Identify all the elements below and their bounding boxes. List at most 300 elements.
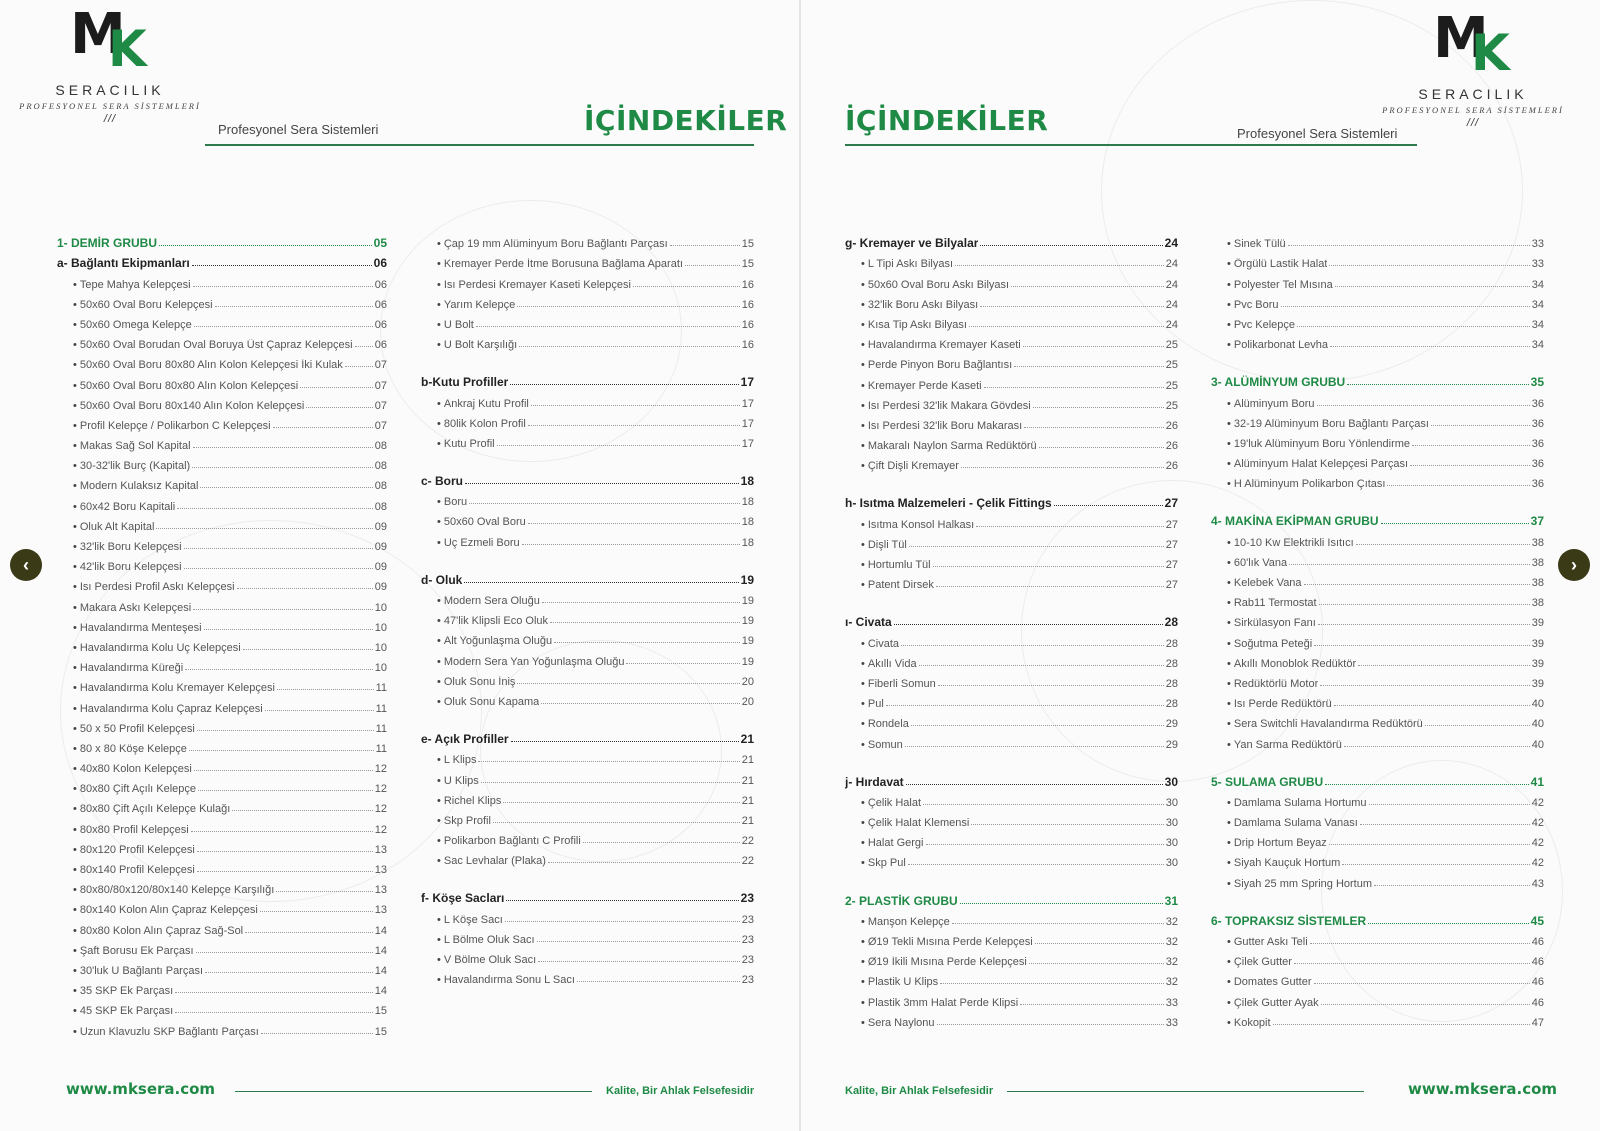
toc-entry-title: • Isıtma Konsol Halkası — [845, 519, 974, 531]
toc-entry[interactable] — [421, 270, 754, 290]
toc-entry[interactable] — [421, 966, 754, 986]
toc-entry[interactable] — [421, 647, 754, 667]
toc-entry[interactable] — [845, 250, 1178, 270]
toc-entry-title: e- Açık Profiller — [421, 732, 509, 747]
toc-page-number: 16 — [741, 298, 754, 311]
toc-entry[interactable] — [57, 715, 387, 735]
toc-entry[interactable] — [1211, 230, 1544, 250]
toc-page-number: 27 — [1165, 559, 1178, 571]
toc-entry[interactable] — [421, 668, 754, 688]
toc-entry[interactable] — [57, 836, 387, 856]
toc-entry[interactable] — [1211, 311, 1544, 331]
toc-entry[interactable] — [421, 250, 754, 270]
toc-entry[interactable] — [57, 452, 387, 472]
toc-entry[interactable] — [57, 674, 387, 694]
dot-leader — [469, 503, 740, 504]
toc-entry[interactable] — [845, 351, 1178, 371]
toc-entry[interactable] — [57, 916, 387, 936]
toc-page-number: 18 — [741, 536, 754, 549]
toc-entry[interactable] — [57, 957, 387, 977]
toc-entry[interactable] — [57, 815, 387, 835]
toc-entry[interactable] — [421, 528, 754, 548]
toc-entry-title: • Çap 19 mm Alüminyum Boru Bağlantı Parçası — [421, 238, 668, 250]
toc-page-number: 37 — [1530, 514, 1544, 529]
toc-entry[interactable] — [1211, 730, 1544, 750]
toc-page-number: 21 — [741, 754, 754, 767]
toc-entry[interactable] — [1211, 849, 1544, 869]
toc-page-number: 11 — [375, 722, 387, 735]
toc-entry[interactable] — [845, 311, 1178, 331]
toc-page-number: 30 — [1165, 817, 1178, 830]
toc-entry[interactable] — [845, 392, 1178, 412]
toc-entry[interactable] — [57, 392, 387, 412]
toc-entry[interactable] — [845, 948, 1178, 968]
dot-leader — [1318, 624, 1530, 625]
dot-leader — [1356, 544, 1530, 545]
website-link[interactable]: www.mksera.com — [1408, 1080, 1558, 1098]
toc-entry[interactable] — [845, 291, 1178, 311]
toc-entry[interactable] — [57, 654, 387, 674]
toc-entry[interactable] — [845, 650, 1178, 670]
toc-page-number: 17 — [740, 375, 754, 390]
toc-entry[interactable] — [845, 670, 1178, 690]
toc-page-number: 28 — [1164, 615, 1178, 630]
toc-entry[interactable] — [1211, 430, 1544, 450]
page-title: İÇİNDEKİLER — [845, 104, 1049, 137]
toc-column-2 — [421, 230, 754, 986]
toc-entry[interactable] — [1211, 250, 1544, 270]
toc-entry[interactable] — [57, 937, 387, 957]
dot-leader — [159, 245, 372, 246]
dot-leader — [1297, 326, 1530, 327]
dot-leader — [1314, 645, 1530, 646]
dot-leader — [960, 903, 1163, 904]
toc-entry-title: • Domates Gutter — [1211, 976, 1312, 988]
toc-entry[interactable] — [421, 827, 754, 847]
toc-entry-title: • Pvc Kelepçe — [1211, 319, 1295, 331]
toc-entry[interactable] — [421, 905, 754, 925]
toc-entry[interactable] — [421, 331, 754, 351]
toc-page-number: 46 — [1531, 936, 1544, 948]
toc-entry[interactable] — [421, 508, 754, 528]
toc-entry[interactable] — [421, 607, 754, 627]
toc-page-number: 17 — [741, 417, 754, 430]
toc-entry[interactable] — [421, 430, 754, 450]
toc-entry[interactable] — [1211, 470, 1544, 490]
toc-entry[interactable] — [845, 412, 1178, 432]
toc-entry[interactable] — [57, 876, 387, 896]
dot-leader — [1035, 943, 1164, 944]
dot-leader — [548, 862, 740, 863]
toc-entry-title: • Polikarbonat Levha — [1211, 339, 1328, 351]
dot-leader — [670, 245, 740, 246]
toc-entry[interactable] — [1211, 569, 1544, 589]
dot-leader — [1029, 963, 1164, 964]
toc-entry[interactable] — [421, 688, 754, 708]
toc-entry-title: • Profil Kelepçe / Polikarbon C Kelepçesi — [57, 420, 271, 432]
toc-entry-title: • Fiberli Somun — [845, 678, 936, 690]
toc-entry[interactable] — [421, 291, 754, 311]
toc-entry-title: d- Oluk — [421, 572, 463, 587]
toc-entry[interactable] — [1211, 710, 1544, 730]
toc-entry[interactable] — [57, 331, 387, 351]
toc-entry-title: • Sac Levhalar (Plaka) — [421, 855, 546, 867]
toc-page-number: 15 — [374, 1025, 387, 1038]
dot-leader — [464, 582, 738, 583]
dot-leader — [185, 669, 373, 670]
toc-section-heading[interactable] — [421, 726, 754, 746]
toc-entry-title: • Oluk Sonu İniş — [421, 676, 515, 688]
dot-leader — [1329, 265, 1529, 266]
toc-page-number: 17 — [741, 397, 754, 410]
toc-entry[interactable] — [1211, 809, 1544, 829]
toc-entry-title: • Kokopit — [1211, 1017, 1271, 1029]
dot-leader — [1011, 286, 1164, 287]
toc-entry[interactable] — [421, 587, 754, 607]
toc-entry[interactable] — [1211, 589, 1544, 609]
toc-entry[interactable] — [421, 926, 754, 946]
dot-leader — [980, 306, 1164, 307]
toc-entry[interactable] — [845, 829, 1178, 849]
toc-page-number: 19 — [740, 572, 754, 587]
toc-entry[interactable] — [421, 787, 754, 807]
dot-leader — [528, 523, 740, 524]
dot-leader — [1273, 1024, 1530, 1025]
toc-entry[interactable] — [1211, 1009, 1544, 1029]
toc-entry[interactable] — [1211, 869, 1544, 889]
toc-entry[interactable] — [57, 472, 387, 492]
chevron-left-icon: ‹ — [23, 554, 29, 575]
toc-entry[interactable] — [57, 755, 387, 775]
toc-entry-title: • Yarım Kelepçe — [421, 299, 515, 311]
dot-leader — [184, 548, 373, 549]
section-gap — [1211, 490, 1544, 508]
toc-group-heading[interactable] — [57, 230, 387, 250]
toc-section-heading[interactable] — [57, 250, 387, 270]
toc-entry-title: • Sirkülasyon Fanı — [1211, 617, 1316, 629]
dot-leader — [300, 387, 373, 388]
toc-entry-title: • Tepe Mahya Kelepçesi — [57, 279, 191, 291]
toc-section-heading[interactable] — [845, 490, 1178, 510]
toc-page-number: 10 — [374, 662, 387, 675]
dot-leader — [1334, 705, 1530, 706]
toc-entry[interactable] — [57, 492, 387, 512]
toc-group-heading[interactable] — [1211, 769, 1544, 789]
toc-entry-title: • Perde Pinyon Boru Bağlantısı — [845, 359, 1012, 371]
toc-entry[interactable] — [845, 452, 1178, 472]
toc-entry[interactable] — [845, 531, 1178, 551]
toc-entry[interactable] — [845, 928, 1178, 948]
section-gap — [845, 591, 1178, 609]
toc-entry[interactable] — [1211, 988, 1544, 1008]
toc-column-4 — [1211, 230, 1544, 1029]
toc-entry[interactable] — [1211, 629, 1544, 649]
toc-entry[interactable] — [845, 968, 1178, 988]
dot-leader — [901, 645, 1164, 646]
toc-entry[interactable] — [845, 432, 1178, 452]
toc-page-number: 12 — [374, 783, 387, 796]
dot-leader — [1410, 465, 1530, 466]
toc-page-number: 38 — [1531, 536, 1544, 549]
section-gap — [421, 351, 754, 369]
toc-entry[interactable] — [1211, 690, 1544, 710]
dot-leader — [1320, 685, 1530, 686]
next-page-button[interactable] — [1558, 549, 1590, 581]
dot-leader — [936, 586, 1164, 587]
toc-entry[interactable] — [57, 291, 387, 311]
toc-page-number: 05 — [373, 236, 387, 251]
toc-entry[interactable] — [845, 789, 1178, 809]
toc-section-heading[interactable] — [421, 567, 754, 587]
toc-entry[interactable] — [57, 775, 387, 795]
toc-entry[interactable] — [57, 997, 387, 1017]
toc-entry[interactable] — [845, 571, 1178, 591]
toc-entry[interactable] — [421, 807, 754, 827]
dot-leader — [633, 286, 740, 287]
dot-leader — [177, 508, 372, 509]
toc-entry[interactable] — [1211, 948, 1544, 968]
dot-leader — [1304, 584, 1530, 585]
dot-leader — [237, 588, 373, 589]
toc-entry-title: • Plastik 3mm Halat Perde Klipsi — [845, 997, 1018, 1009]
toc-entry[interactable] — [57, 553, 387, 573]
toc-entry-title: • 50x60 Oval Boru 80x80 Alın Kolon Kelepçesi İki Kulak — [57, 359, 343, 371]
toc-entry[interactable] — [421, 389, 754, 409]
dot-leader — [273, 427, 373, 428]
toc-group-heading[interactable] — [1211, 369, 1544, 389]
toc-page-number: 27 — [1165, 518, 1178, 531]
toc-entry[interactable] — [1211, 928, 1544, 948]
toc-entry[interactable] — [845, 988, 1178, 1008]
dot-leader — [1289, 564, 1530, 565]
toc-entry[interactable] — [845, 331, 1178, 351]
toc-section-heading[interactable] — [845, 769, 1178, 789]
toc-group-heading[interactable] — [845, 887, 1178, 907]
toc-entry[interactable] — [57, 351, 387, 371]
toc-entry[interactable] — [57, 573, 387, 593]
toc-entry-title: • Çelik Halat Klemensi — [845, 817, 969, 829]
toc-entry[interactable] — [421, 311, 754, 331]
previous-page-button[interactable] — [10, 549, 42, 581]
toc-page-number: 21 — [741, 814, 754, 827]
toc-entry[interactable] — [845, 849, 1178, 869]
section-gap — [1211, 751, 1544, 769]
toc-page-number: 17 — [741, 437, 754, 450]
toc-entry[interactable] — [1211, 609, 1544, 629]
page-subtitle: Profesyonel Sera Sistemleri — [1237, 126, 1398, 141]
toc-entry[interactable] — [1211, 270, 1544, 290]
toc-entry[interactable] — [1211, 670, 1544, 690]
toc-entry[interactable] — [845, 908, 1178, 928]
dot-leader — [937, 1024, 1164, 1025]
toc-entry[interactable] — [421, 766, 754, 786]
toc-page-number: 29 — [1165, 718, 1178, 731]
toc-entry[interactable] — [1211, 650, 1544, 670]
toc-section-heading[interactable] — [421, 369, 754, 389]
toc-entry[interactable] — [421, 746, 754, 766]
toc-entry[interactable] — [421, 488, 754, 508]
toc-entry-title: • L Bölme Oluk Sacı — [421, 934, 535, 946]
dot-leader — [1344, 746, 1530, 747]
toc-entry-title: • 50x60 Oval Borudan Oval Boruya Üst Çapraz Kelepçesi — [57, 339, 353, 351]
toc-section-heading[interactable] — [845, 609, 1178, 629]
toc-page-number: 30 — [1165, 837, 1178, 850]
dot-leader — [198, 790, 373, 791]
dot-leader — [1387, 485, 1529, 486]
dot-leader — [971, 824, 1163, 825]
toc-entry[interactable] — [845, 510, 1178, 530]
toc-entry[interactable] — [1211, 549, 1544, 569]
toc-entry[interactable] — [57, 432, 387, 452]
dot-leader — [1368, 923, 1529, 924]
toc-entry[interactable] — [421, 946, 754, 966]
toc-entry-title: 2- PLASTİK GRUBU — [845, 893, 958, 908]
toc-entry[interactable] — [57, 634, 387, 654]
toc-section-heading[interactable] — [845, 230, 1178, 250]
toc-entry[interactable] — [1211, 331, 1544, 351]
toc-page-number: 36 — [1531, 437, 1544, 450]
footer-rule — [1007, 1091, 1364, 1092]
toc-group-heading[interactable] — [1211, 908, 1544, 928]
dot-leader — [260, 911, 373, 912]
toc-page-number: 09 — [374, 561, 387, 574]
toc-page-number: 12 — [374, 823, 387, 836]
toc-entry[interactable] — [421, 627, 754, 647]
toc-entry-title: h- Isıtma Malzemeleri - Çelik Fittings — [845, 496, 1052, 511]
toc-page-number: 11 — [375, 742, 387, 755]
toc-entry-title: • V Bölme Oluk Sacı — [421, 954, 536, 966]
toc-page-number: 39 — [1531, 657, 1544, 670]
toc-page-number: 09 — [374, 581, 387, 594]
toc-page-number: 33 — [1531, 238, 1544, 251]
toc-entry-title: • Akıllı Monoblok Redüktör — [1211, 658, 1356, 670]
toc-entry[interactable] — [1211, 450, 1544, 470]
toc-entry-title: • Siyah Kauçuk Hortum — [1211, 857, 1340, 869]
toc-page-number: 42 — [1531, 796, 1544, 809]
toc-page-number: 26 — [1165, 460, 1178, 473]
toc-entry[interactable] — [57, 311, 387, 331]
toc-entry[interactable] — [57, 735, 387, 755]
logo-mark: M K — [70, 2, 147, 78]
dot-leader — [204, 629, 373, 630]
toc-page-number: 20 — [741, 695, 754, 708]
toc-entry-title: • Sinek Tülü — [1211, 238, 1286, 250]
toc-page-number: 09 — [374, 520, 387, 533]
toc-group-heading[interactable] — [1211, 508, 1544, 528]
toc-page-number: 11 — [375, 682, 387, 695]
website-link[interactable]: www.mksera.com — [66, 1080, 216, 1098]
toc-entry[interactable] — [1211, 528, 1544, 548]
toc-page-number: 31 — [1164, 893, 1178, 908]
toc-entry[interactable] — [1211, 789, 1544, 809]
toc-entry[interactable] — [1211, 291, 1544, 311]
toc-page-number: 42 — [1531, 817, 1544, 830]
toc-entry-title: • Modern Sera Yan Yoğunlaşma Oluğu — [421, 656, 624, 668]
toc-entry-title: • U Bolt Karşılığı — [421, 339, 517, 351]
toc-entry-title: • Manşon Kelepçe — [845, 916, 950, 928]
toc-entry[interactable] — [1211, 968, 1544, 988]
dot-leader — [345, 366, 373, 367]
toc-entry-title: • H Alüminyum Polikarbon Çıtası — [1211, 478, 1385, 490]
toc-entry[interactable] — [1211, 410, 1544, 430]
toc-entry[interactable] — [845, 629, 1178, 649]
logo-slashes: /// — [103, 113, 117, 125]
toc-entry-title: • 80x80 Çift Açılı Kelepçe Kulağı — [57, 803, 230, 815]
toc-entry-title: • Sera Switchli Havalandırma Redüktörü — [1211, 718, 1423, 730]
dot-leader — [355, 346, 373, 347]
toc-entry[interactable] — [57, 614, 387, 634]
dot-leader — [1431, 425, 1530, 426]
toc-section-heading[interactable] — [421, 885, 754, 905]
toc-page-number: 19 — [741, 595, 754, 607]
toc-entry[interactable] — [57, 513, 387, 533]
toc-entry[interactable] — [57, 593, 387, 613]
toc-entry[interactable] — [1211, 829, 1544, 849]
toc-page-number: 36 — [1531, 478, 1544, 491]
toc-page-number: 33 — [1165, 1016, 1178, 1029]
dot-leader — [156, 528, 372, 529]
toc-entry[interactable] — [57, 694, 387, 714]
toc-entry[interactable] — [57, 270, 387, 290]
toc-entry-title: • Şaft Borusu Ek Parçası — [57, 945, 194, 957]
toc-entry[interactable] — [845, 551, 1178, 571]
toc-entry[interactable] — [57, 371, 387, 391]
toc-page-number: 34 — [1531, 278, 1544, 291]
dot-leader — [192, 467, 373, 468]
dot-leader — [197, 871, 373, 872]
dot-leader — [193, 447, 373, 448]
toc-entry-title: • Isı Perdesi 32'lik Makara Gövdesi — [845, 400, 1031, 412]
toc-page-number: 41 — [1530, 774, 1544, 789]
toc-entry[interactable] — [845, 730, 1178, 750]
toc-entry[interactable] — [57, 896, 387, 916]
footer-slogan: Kalite, Bir Ahlak Felsefesidir — [606, 1085, 755, 1097]
toc-entry-title: • Rab11 Termostat — [1211, 597, 1317, 609]
toc-entry[interactable] — [845, 270, 1178, 290]
toc-entry-title: • 10-10 Kw Elektrikli Isıtıcı — [1211, 537, 1354, 549]
toc-entry[interactable] — [845, 710, 1178, 730]
toc-entry[interactable] — [57, 1017, 387, 1037]
toc-page-number: 24 — [1165, 258, 1178, 271]
dot-leader — [194, 326, 373, 327]
toc-entry-title: • Soğutma Peteği — [1211, 638, 1312, 650]
toc-page-number: 46 — [1531, 996, 1544, 1009]
toc-entry[interactable] — [421, 410, 754, 430]
dot-leader — [550, 622, 740, 623]
toc-page-number: 32 — [1165, 936, 1178, 948]
toc-entry-title: • Oluk Sonu Kapama — [421, 696, 539, 708]
toc-entry[interactable] — [57, 856, 387, 876]
toc-page-number: 21 — [740, 732, 754, 747]
toc-entry[interactable] — [57, 795, 387, 815]
toc-entry[interactable] — [1211, 389, 1544, 409]
dot-leader — [197, 851, 373, 852]
toc-section-heading[interactable] — [421, 468, 754, 488]
toc-entry[interactable] — [845, 371, 1178, 391]
dot-leader — [955, 265, 1164, 266]
toc-page-number: 14 — [374, 924, 387, 937]
toc-entry[interactable] — [845, 1009, 1178, 1029]
toc-entry[interactable] — [421, 230, 754, 250]
dot-leader — [542, 602, 740, 603]
toc-entry[interactable] — [57, 977, 387, 997]
toc-entry[interactable] — [845, 809, 1178, 829]
toc-entry[interactable] — [57, 412, 387, 432]
toc-entry[interactable] — [845, 690, 1178, 710]
toc-page-number: 23 — [741, 933, 754, 946]
toc-entry[interactable] — [57, 533, 387, 553]
toc-entry[interactable] — [421, 847, 754, 867]
